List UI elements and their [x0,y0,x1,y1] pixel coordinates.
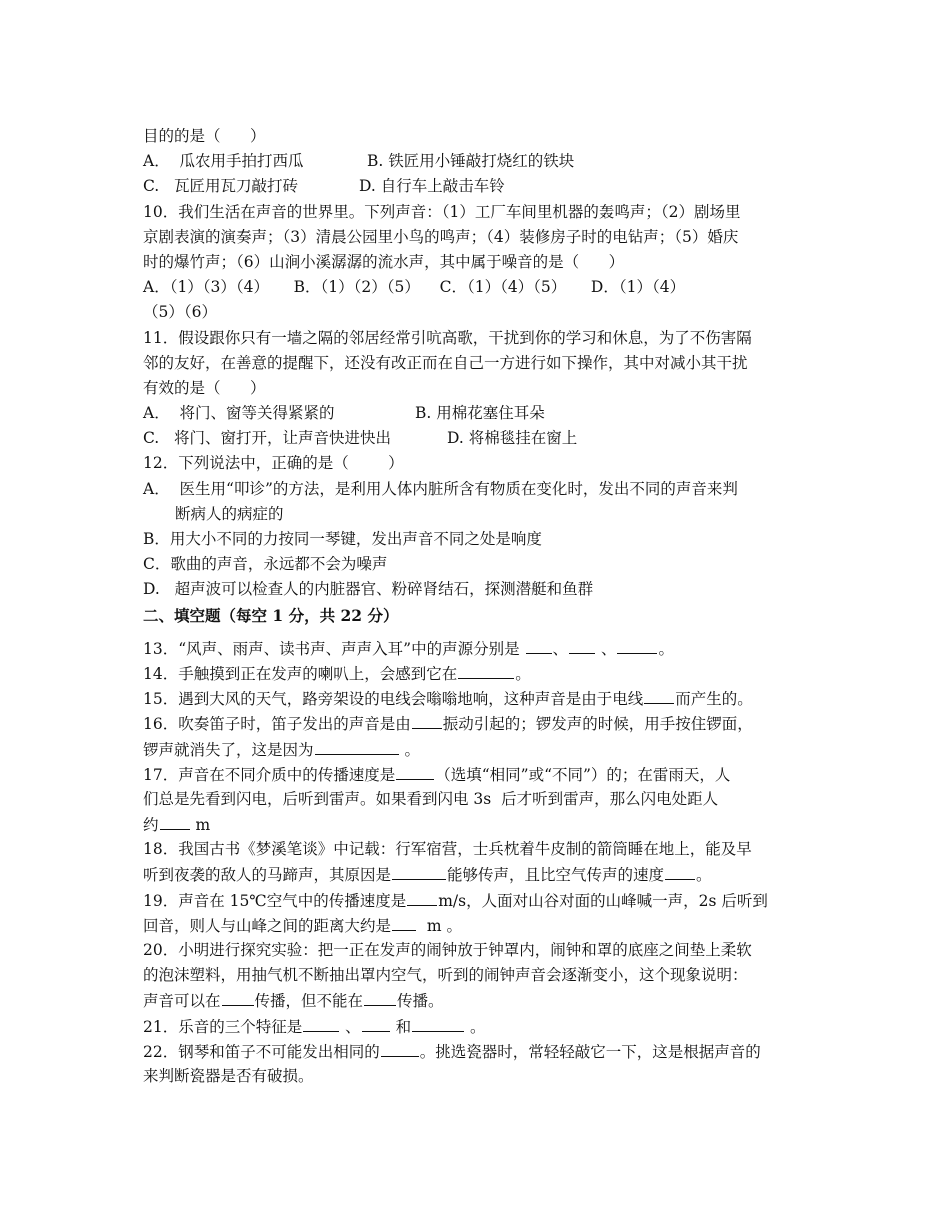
q10-stem-3: 时的爆竹声；（6）山涧小溪潺潺的流水声，其中属于噪音的是（ ） [143,252,625,271]
q13-text: 13．“风声、雨声、读书声、声声入耳”中的声源分别是 [143,639,525,658]
q9-options-ab [143,149,815,174]
q14-text: 14．手触摸到正在发声的喇叭上，会感到它在 [143,664,458,683]
q21-text: 21．乐音的三个特征是 [143,1017,303,1036]
q18-text: 听到夜袭的敌人的马蹄声，其原因是 [143,866,392,885]
q11-option-c: C. 将门、窗打开，让声音快进快出 [143,429,392,448]
q20-text-2: 传播，但不能在 [254,992,364,1011]
q11-stem-3: 有效的是（ ） [143,378,266,397]
q17-line-3 [143,812,815,837]
q12-option-a-wrap: 断病人的病症的 [175,504,284,523]
q12-option-a: A． 医生用“叩诊”的方法，是利用人体内脏所含有物质在变化时，发出不同的声音来判 [143,479,738,498]
q12-option-b: B．用大小不同的力按同一琴键，发出声音不同之处是响度 [143,530,542,548]
q18-line-2 [143,862,815,887]
answer-blank [396,762,434,780]
q19-text-2: m/s，人面对山谷对面的山峰喊一声，2s 后听到 [438,891,768,910]
q16-line-1 [143,711,815,736]
q18-line-1: 18．我国古书《梦溪笔谈》中记载：行军宿营，士兵枕着牛皮制的箭筒睡在地上，能及早 [143,840,752,859]
answer-blank [644,686,674,704]
q10-options-wrap: （5）（6） [143,303,217,322]
q13-sep-1: 、 [552,639,569,658]
q16-end: 。 [399,740,420,759]
answer-blank [222,988,254,1006]
q16-text-2: 振动引起的；锣发声的时候，用手按住锣面， [442,715,753,734]
q11-options-ab [143,401,815,426]
answer-blank [392,913,416,931]
q22-line-1 [143,1039,815,1064]
q16-text-3: 锣声就消失了，这是因为 [143,740,314,759]
section-gap [143,628,815,636]
q15-text: 15．遇到大风的天气，路旁架设的电线会嗡嗡地响，这种声音是由于电线 [143,690,644,709]
q19-text: 19．声音在 15℃空气中的传播速度是 [143,891,407,910]
q22-line-2: 来判断瓷器是否有破损。 [143,1066,314,1085]
q11-option-a: A． 将门、窗等关得紧紧的 [143,404,335,423]
q18-text-2: 能够传声，且比空气传声的速度 [447,866,665,885]
answer-blank [617,636,657,654]
q14-end: 。 [515,664,531,683]
q20-line-3 [143,988,815,1013]
q18-end: 。 [696,866,712,885]
q13-sep-2: 、 [596,639,617,658]
q21-sep-2: 和 [390,1017,412,1036]
q19-unit: m 。 [417,916,462,935]
q15 [143,686,815,711]
q22-text-2: 。挑选瓷器时，常轻轻敲它一下，这是根据声音的 [419,1042,761,1061]
q17-text: 17．声音在不同介质中的传播速度是 [143,765,396,784]
q11-stem-2: 邻的友好，在善意的提醒下，还没有改正而在自己一方进行如下操作，其中对减小其干扰 [143,353,748,372]
q16-line-2 [143,737,815,762]
answer-blank [160,812,190,830]
q10-stem-2: 京剧表演的演奏声；（3）清晨公园里小鸟的鸣声；（4）装修房子时的电钻声；（5）婚庆 [143,227,739,246]
section-heading: 二、填空题（每空 1 分，共 22 分） [143,605,399,625]
document-page [143,124,815,1089]
answer-blank [407,888,437,906]
q13 [143,636,815,661]
answer-blank [412,1014,464,1032]
q9-option-d: D. 自行车上敲击车铃 [359,177,505,196]
q9-option-a: A． 瓜农用手拍打西瓜 [143,152,304,171]
q21 [143,1014,815,1039]
answer-blank [362,1014,390,1032]
q22-text: 22．钢琴和笛子不可能发出相同的 [143,1042,380,1061]
answer-blank [412,711,442,729]
q20-end: 传播。 [397,992,444,1011]
q20-line-1: 20．小明进行探究实验：把一正在发声的闹钟放于钟罩内，闹钟和罩的底座之间垫上柔软 [143,941,752,959]
q10-options: A．（1）（3）（4） B．（1）（2）（5） C．（1）（4）（5） D．（1）（4） [143,278,686,297]
answer-blank [381,1039,419,1057]
q14 [143,661,815,686]
q19-text-3: 回音，则人与山峰之间的距离大约是 [143,916,392,935]
q11-option-d: D. 将棉毯挂在窗上 [447,429,578,448]
q19-line-2 [143,913,815,938]
q9-option-c: C. 瓦匠用瓦刀敲打砖 [143,177,299,196]
q10-stem-1: 10．我们生活在声音的世界里。下列声音：（1）工厂车间里机器的轰鸣声；（2）剧场里 [143,202,741,221]
q11-stem-1: 11．假设跟你只有一墙之隔的邻居经常引吭高歌，干扰到你的学习和休息，为了不伤害隔 [143,328,752,347]
q21-sep-1: 、 [340,1017,361,1036]
answer-blank [392,862,446,880]
q11-option-b: B. 用棉花塞住耳朵 [415,404,545,423]
answer-blank [315,737,399,755]
q21-end: 。 [465,1017,486,1036]
q19-line-1 [143,888,815,913]
answer-blank [569,636,595,654]
q12-stem: 12．下列说法中，正确的是（ ） [143,454,404,473]
answer-blank [303,1014,339,1032]
answer-blank [458,661,514,679]
q13-end: 。 [658,639,674,658]
q17-unit: m [190,816,211,835]
answer-blank [665,862,695,880]
q9-option-b: B. 铁匠用小锤敲打烧红的铁块 [367,152,575,171]
q17-line-2: 们总是先看到闪电，后听到雷声。如果看到闪电 3s 后才听到雷声，那么闪电处距人 [143,789,719,808]
q17-text-2: （选填“相同”或“不同”）的；在雷雨天，人 [435,765,731,784]
q9-stem-tail: 目的的是（ ） [143,127,266,145]
q12-option-c: C．歌曲的声音，永远都不会为噪声 [143,555,388,574]
q17-line-1 [143,762,815,787]
q16-text: 16．吹奏笛子时，笛子发出的声音是由 [143,715,411,734]
q15-end: 而产生的。 [675,690,753,709]
q17-text-4: 约 [143,816,159,835]
q20-text: 声音可以在 [143,992,221,1011]
answer-blank [364,988,396,1006]
answer-blank [526,636,552,654]
q12-option-d: D. 超声波可以检查人的内脏器官、粉碎肾结石，探测潜艇和鱼群 [143,580,594,599]
q9-options-cd [143,174,815,199]
q20-line-2: 的泡沫塑料，用抽气机不断抽出罩内空气，听到的闹钟声音会逐渐变小，这个现象说明： [143,966,748,985]
q11-options-cd [143,426,815,451]
